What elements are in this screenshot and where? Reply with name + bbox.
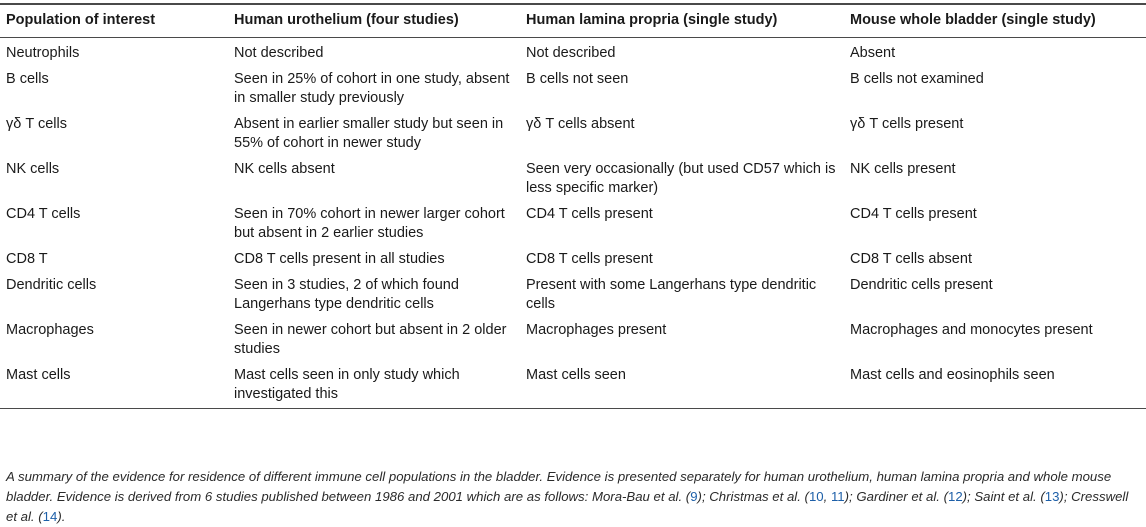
cell-mouse-whole-bladder: Dendritic cells present — [850, 277, 993, 293]
table-row — [0, 38, 1146, 69]
cell-mouse-whole-bladder: NK cells present — [850, 161, 956, 177]
table-row — [0, 113, 1146, 158]
cell-human-urothelium: Not described — [234, 45, 324, 61]
cell-human-urothelium: Seen in 70% cohort in newer larger cohort but absent in 2 earlier studies — [234, 206, 505, 241]
table-row — [0, 364, 1146, 409]
cell-population: Neutrophils — [6, 45, 80, 61]
cell-mouse-whole-bladder: Absent — [850, 45, 896, 61]
reference-link-9[interactable]: 9 — [690, 489, 698, 505]
cell-human-urothelium: Absent in earlier smaller study but seen in 55% of cohort in newer study — [234, 116, 504, 151]
table-row — [0, 68, 1146, 113]
cell-population: B cells — [6, 71, 49, 87]
header-human-urothelium: Human urothelium (four studies) — [228, 4, 520, 38]
cell-population: Dendritic cells — [6, 277, 97, 293]
cell-mouse-whole-bladder: CD8 T cells absent — [850, 251, 972, 267]
cell-human-urothelium: NK cells absent — [234, 161, 335, 177]
cell-human-lamina-propria: γδ T cells absent — [526, 116, 635, 132]
cell-human-lamina-propria: CD4 T cells present — [526, 206, 653, 222]
reference-link-10[interactable]: 10 — [808, 489, 824, 505]
caption-separator: , — [823, 489, 831, 505]
caption-mora-bau: Mora-Bau et al. ( — [591, 489, 691, 505]
cell-human-urothelium: Seen in 25% of cohort in one study, absent in smaller study previously — [234, 71, 510, 106]
cell-population: Mast cells — [0, 364, 228, 409]
cell-human-urothelium: Seen in newer cohort but absent in 2 older studies — [234, 322, 507, 357]
caption-saint: ); Saint et al. ( — [962, 489, 1045, 505]
table-caption — [6, 467, 1142, 527]
cell-human-lamina-propria: Not described — [526, 45, 616, 61]
header-row — [0, 4, 1146, 38]
table-body — [0, 38, 1146, 409]
reference-link-11[interactable]: 11 — [830, 489, 845, 505]
cell-human-lamina-propria: CD8 T cells present — [526, 251, 653, 267]
header-mouse-whole-bladder: Mouse whole bladder (single study) — [844, 4, 1146, 38]
caption-cresswell: ); Cresswell et al. ( — [6, 489, 1129, 525]
cell-population: NK cells — [6, 161, 60, 177]
cell-mouse-whole-bladder: Mast cells and eosinophils seen — [844, 364, 1146, 409]
table-row — [0, 248, 1146, 274]
cell-human-lamina-propria: Macrophages present — [526, 322, 667, 338]
cell-human-urothelium: CD8 T cells present in all studies — [234, 251, 445, 267]
header-population: Population of interest — [0, 4, 228, 38]
reference-link-14[interactable]: 14 — [42, 509, 58, 525]
reference-link-13[interactable]: 13 — [1044, 489, 1060, 505]
table-row — [0, 203, 1146, 248]
cell-human-lamina-propria: B cells not seen — [526, 71, 629, 87]
cell-population: Macrophages — [6, 322, 94, 338]
header-human-lamina-propria: Human lamina propria (single study) — [520, 4, 844, 38]
table-row — [0, 274, 1146, 319]
caption-end: ). — [57, 509, 66, 525]
evidence-table — [0, 3, 1146, 409]
cell-population: CD8 T — [6, 251, 48, 267]
table-row — [0, 319, 1146, 364]
cell-human-lamina-propria: Mast cells seen — [520, 364, 844, 409]
cell-population: CD4 T cells — [6, 206, 81, 222]
table-header — [0, 4, 1146, 38]
table-row — [0, 158, 1146, 203]
cell-mouse-whole-bladder: B cells not examined — [850, 71, 984, 87]
cell-human-lamina-propria: Seen very occasionally (but used CD57 which is less specific marker) — [526, 161, 836, 196]
cell-human-lamina-propria: Present with some Langerhans type dendritic cells — [526, 277, 817, 312]
caption-lead: A summary of the evidence for residence of different immune cell populations in the bladder. Evidence is presented separately for human urothelium, human lamina propria and whole mouse bladder. Evidence is derived from 6 studies published between 1986 and 2001 which are as follows: — [6, 469, 1112, 505]
cell-mouse-whole-bladder: Macrophages and monocytes present — [850, 322, 1093, 338]
caption-gardiner: ); Gardiner et al. ( — [844, 489, 948, 505]
reference-link-12[interactable]: 12 — [947, 489, 963, 505]
cell-mouse-whole-bladder: γδ T cells present — [850, 116, 964, 132]
cell-human-urothelium: Mast cells seen in only study which investigated this — [228, 364, 520, 409]
caption-christmas: ); Christmas et al. ( — [697, 489, 809, 505]
cell-human-urothelium: Seen in 3 studies, 2 of which found Langerhans type dendritic cells — [234, 277, 459, 312]
cell-population: γδ T cells — [6, 116, 67, 132]
cell-mouse-whole-bladder: CD4 T cells present — [850, 206, 977, 222]
